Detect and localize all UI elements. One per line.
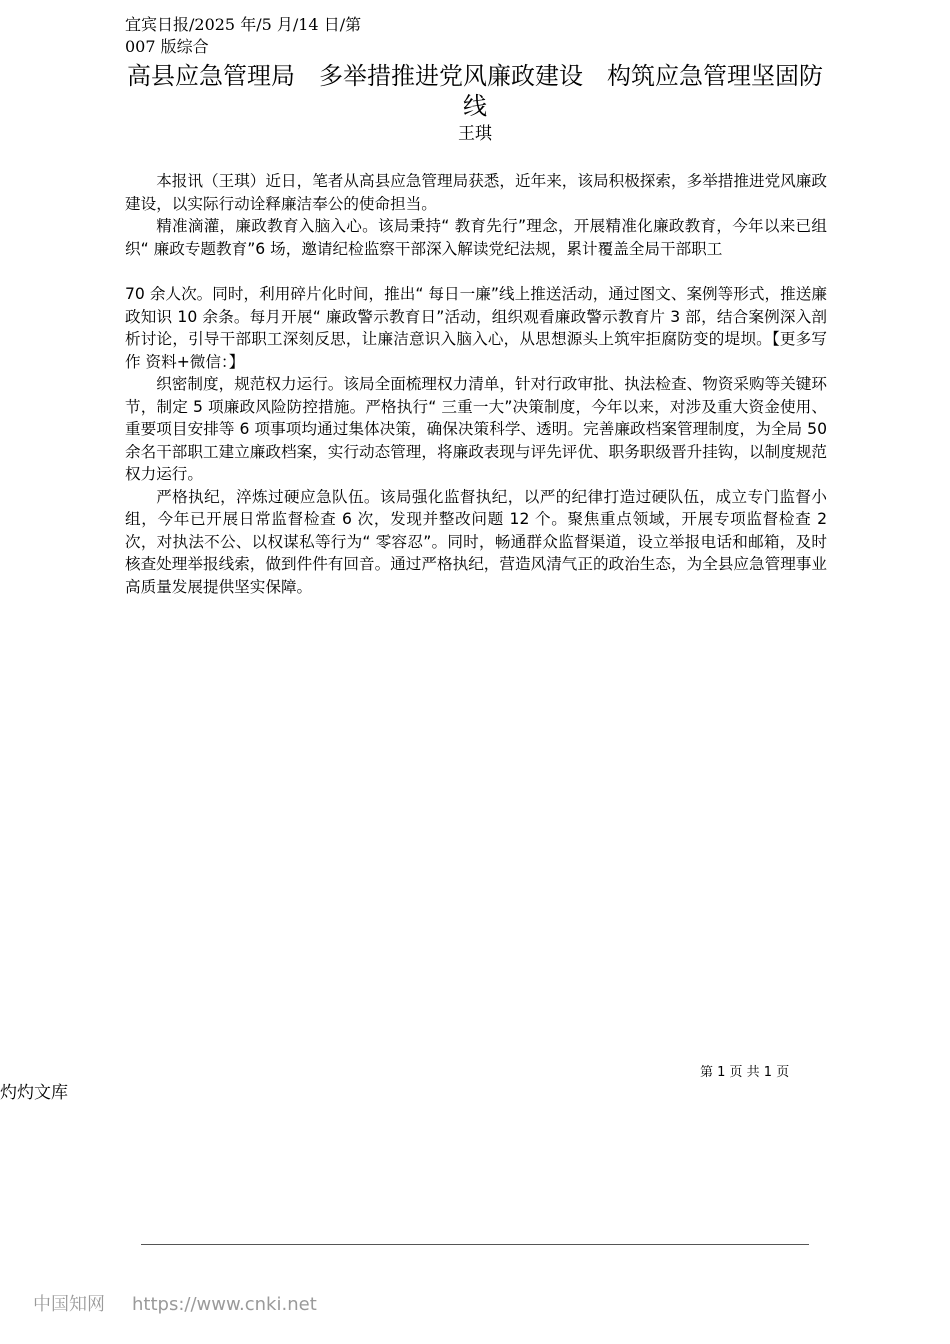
article-title: 高县应急管理局 多举措推进党风廉政建设 构筑应急管理坚固防线 [127, 62, 823, 120]
cnki-logo: 中国知网 [33, 1294, 105, 1315]
paragraph-education-continued: 70 余人次。同时，利用碎片化时间，推出“ 每日一廉”线上推送活动，通过图文、案例等形式，推送廉政知识 10 余条。每月开展“ 廉政警示教育日”活动，组织观看廉政警示教育片 3 部，结合案例深入剖析讨论，引导干部职工深刻反思，让廉洁意识入脑入心，从思想源头上筑牢拒腐防变的堤坝。【更多写作 资料+微信：】 [125, 285, 827, 371]
article-source: 宜宾日报/2025 年/5 月/14 日/第 007 版综合 [125, 15, 362, 56]
article-body-part-2 [125, 283, 827, 598]
paragraph-system: 织密制度，规范权力运行。该局全面梳理权力清单，针对行政审批、执法检查、物资采购等关键环节，制定 5 项廉政风险防控措施。严格执行“ 三重一大”决策制度，今年以来，对涉及重大资金使用、重要项目安排等 6 项事项均通过集体决策，确保决策科学、透明。完善廉政档案管理制度，为全局 50 余名干部职工建立廉政档案，实行动态管理，将廉政表现与评先评优、职务职级晋升挂钩，以制度规范权力运行。 [125, 375, 827, 483]
paragraph-discipline: 严格执纪，淬炼过硬应急队伍。该局强化监督执纪，以严的纪律打造过硬队伍，成立专门监督小组，今年已开展日常监督检查 6 次，发现并整改问题 12 个。聚焦重点领域，开展专项监督检查 2 次，对执法不公、以权谋私等行为“ 零容忍”。同时，畅通群众监督渠道，设立举报电话和邮箱，及时核查处理举报线索，做到件件有回音。通过严格执纪，营造风清气正的政治生态，为全县应急管理事业高质量发展提供坚实保障。 [125, 487, 827, 596]
library-watermark: 灼灼文库 [0, 1083, 68, 1103]
page-number: 第 1 页 共 1 页 [700, 1065, 790, 1080]
paragraph-education: 精准滴灌，廉政教育入脑入心。该局秉持“ 教育先行”理念，开展精准化廉政教育，今年以来已组织“ 廉政专题教育”6 场，邀请纪检监察干部深入解读党纪法规，累计覆盖全局干部职工 [125, 217, 827, 258]
footer-divider [141, 1244, 809, 1245]
article-body-part-1 [125, 170, 827, 260]
article-author: 王琪 [458, 124, 492, 144]
paragraph-intro: 本报讯（王琪）近日，笔者从高县应急管理局获悉，近年来，该局积极探索，多举措推进党风廉政建设，以实际行动诠释廉洁奉公的使命担当。 [125, 172, 827, 213]
cnki-url[interactable]: https://www.cnki.net [132, 1294, 317, 1315]
